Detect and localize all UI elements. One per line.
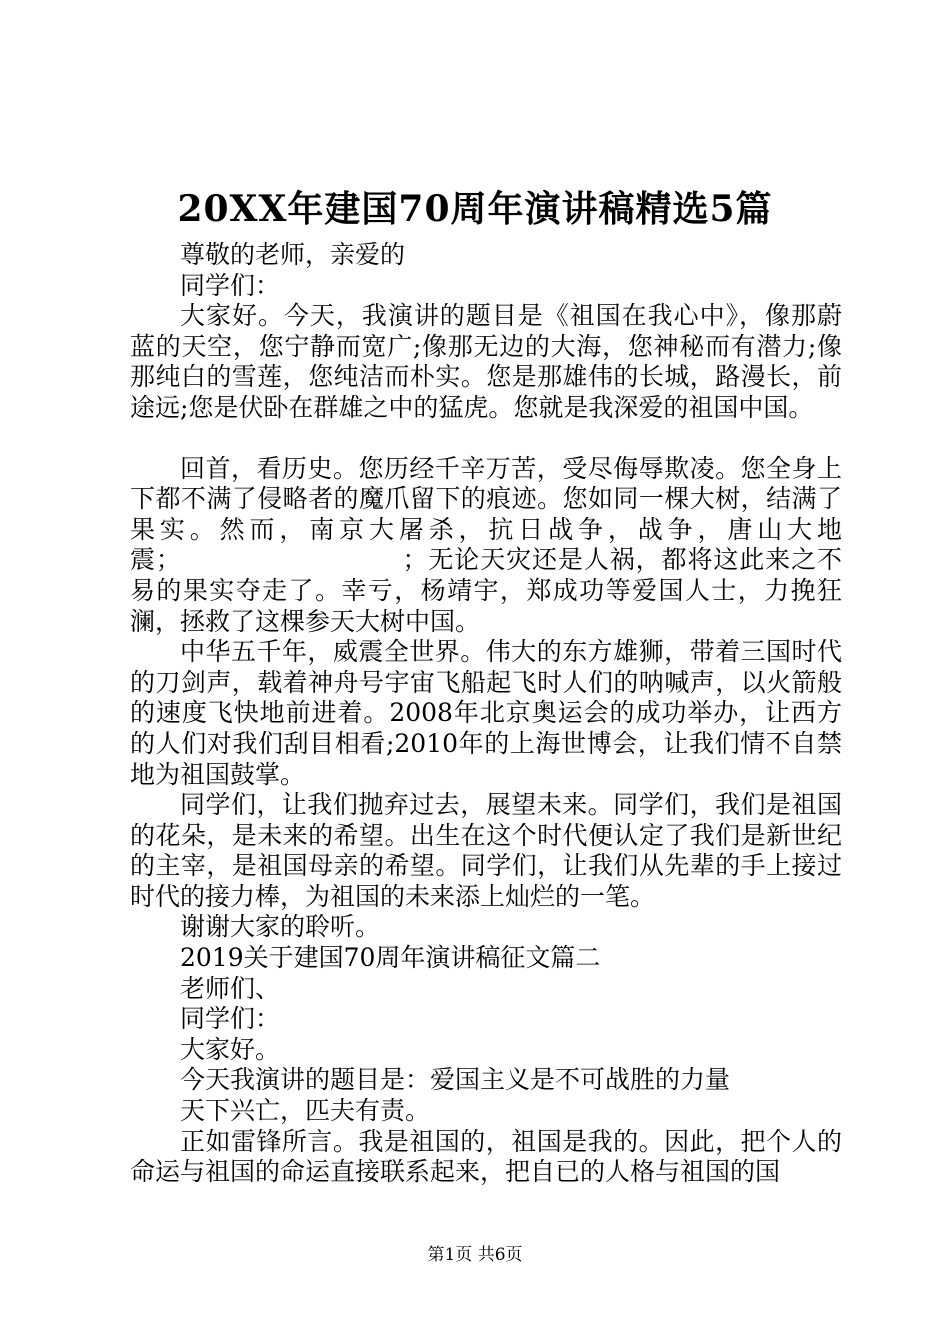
document-title: 20XX年建国70周年演讲稿精选5篇 [177, 188, 773, 230]
body-paragraph: 天下兴亡，匹夫有责。 [180, 1096, 431, 1126]
greeting-line: 同学们： [180, 270, 281, 300]
body-paragraph: 同学们，让我们抛弃过去，展望未来。同学们，我们是祖国的花朵，是未来的希望。出生在这个时代便认定了我们是新世纪的主宰，是祖国母亲的希望。同学们，让我们从先辈的手上接过时代的接力棒，为祖国的未来添上灿烂的一笔。 [130, 790, 842, 911]
body-paragraph: 大家好。今天，我演讲的题目是《祖国在我心中》，像那蔚蓝的天空，您宁静而宽广;像那无边的大海，您神秘而有潜力;像那纯白的雪莲，您纯洁而朴实。您是那雄伟的长城，路漫长，前途远;您是伏卧在群雄之中的猛虎。您就是我深爱的祖国中国。 [130, 301, 842, 422]
body-paragraph: 回首，看历史。您历经千辛万苦，受尽侮辱欺凌。您全身上下都不满了侵略者的魔爪留下的痕迹。您如同一棵大树，结满了果实。然而，南京大屠杀，抗日战争，战争，唐山大地震； ；无论天灾还是人祸，都将这此来之不易的果实夺走了。幸亏，杨靖宇，郑成功等爱国人士，力挽狂澜，拯救了这棵参天大树中国。 [130, 453, 842, 636]
body-paragraph: 中华五千年，威震全世界。伟大的东方雄狮，带着三国时代的刀剑声，载着神舟号宇宙飞船起飞时人们的呐喊声，以火箭般的速度飞快地前进着。2008年北京奥运会的成功举办，让西方的人们对我们刮目相看;2010年的上海世博会，让我们情不自禁地为祖国鼓掌。 [130, 637, 842, 789]
body-paragraph: 谢谢大家的聆听。 [180, 912, 381, 942]
body-paragraph: 今天我演讲的题目是：爱国主义是不可战胜的力量 [180, 1065, 731, 1095]
greeting-line: 老师们、 [180, 973, 281, 1003]
section-heading: 2019关于建国70周年演讲稿征文篇二 [180, 943, 601, 973]
body-paragraph: 正如雷锋所言。我是祖国的，祖国是我的。因此，把个人的命运与祖国的命运直接联系起来，把自已的人格与祖国的国 [130, 1126, 842, 1187]
document-body [130, 240, 842, 1188]
page-footer: 第1页 共6页 [427, 1245, 523, 1265]
greeting-line: 尊敬的老师，亲爱的 [180, 240, 406, 269]
body-paragraph: 大家好。 [180, 1034, 281, 1064]
greeting-line: 同学们： [180, 1004, 281, 1034]
